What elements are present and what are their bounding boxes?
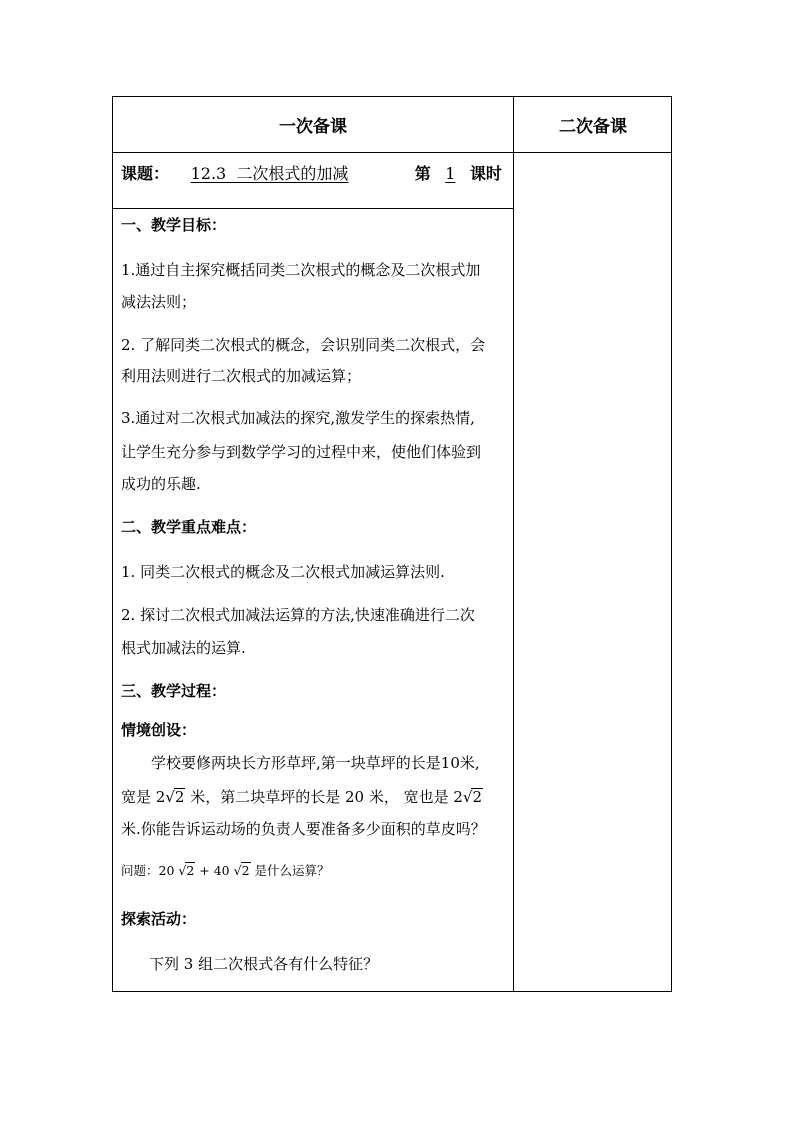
scenario-line-3: 米.你能告诉运动场的负责人要准备多少面积的草皮吗？ [121, 820, 486, 838]
sqrt-two: √2 [462, 788, 483, 806]
first-prep-header: 一次备课 [279, 117, 347, 137]
radicand: 2 [241, 863, 250, 878]
sqrt-two: √2 [178, 863, 195, 878]
scenario-line-2 [121, 787, 483, 807]
period-number: 1 [445, 164, 456, 183]
second-prep-header: 二次备课 [559, 117, 627, 137]
explore-line-1: 下列 3 组二次根式各有什么特征？ [149, 955, 379, 973]
goal-2-line-1: 2. 了解同类二次根式的概念，会识别同类二次根式，会 [121, 336, 486, 354]
sqrt-two: √2 [233, 863, 250, 878]
explore-heading: 探索活动： [121, 910, 197, 928]
goals-heading: 一、教学目标： [121, 216, 227, 234]
goal-1-line-2: 减法法则； [121, 293, 197, 311]
radicand: 2 [472, 788, 483, 806]
goal-3-line-3: 成功的乐趣. [121, 475, 201, 493]
topic-title: 12.3 二次根式的加减 [190, 164, 349, 183]
question-middle: + 40 [195, 863, 230, 878]
scenario-heading: 情境创设： [121, 721, 197, 739]
header-divider [113, 152, 671, 153]
goal-2-line-2: 利用法则进行二次根式的加减运算； [121, 367, 362, 385]
topic-line [121, 164, 502, 184]
scenario-line-2-start: 宽是 2 [121, 788, 166, 806]
key-point-1: 1. 同类二次根式的概念及二次根式加减运算法则. [121, 563, 445, 581]
question-prefix: 问题：20 [121, 863, 175, 878]
goal-1-line-1: 1.通过自主探究概括同类二次根式的概念及二次根式加 [121, 261, 481, 279]
question-suffix: 是什么运算？ [254, 863, 330, 878]
process-heading: 三、教学过程： [121, 682, 227, 700]
topic-label: 课题： [121, 164, 170, 183]
sqrt-two: √2 [165, 788, 185, 806]
goal-3-line-1: 3.通过对二次根式加减法的探究,激发学生的探索热情, [121, 409, 475, 427]
column-divider [513, 97, 514, 991]
goal-3-line-2: 让学生充分参与到数学学习的过程中来，使他们体验到 [121, 443, 482, 461]
scenario-line-1: 学校要修两块长方形草坪,第一块草坪的长是10米, [151, 754, 480, 772]
lesson-plan-table [112, 96, 672, 992]
radicand: 2 [186, 863, 195, 878]
radicand: 2 [174, 788, 185, 806]
key-point-2-line-2: 根式加减法的运算. [121, 639, 246, 657]
key-point-2-line-1: 2. 探讨二次根式加减法运算的方法,快速准确进行二次 [121, 606, 475, 624]
topic-divider [113, 208, 513, 209]
scenario-line-2-middle: 米，第二块草坪的长是 20 米， 宽也是 2 [190, 788, 463, 806]
key-points-heading: 二、教学重点难点： [121, 518, 257, 536]
question-line [121, 861, 330, 881]
period-suffix: 课时 [469, 164, 502, 183]
period-prefix: 第 [414, 164, 431, 183]
